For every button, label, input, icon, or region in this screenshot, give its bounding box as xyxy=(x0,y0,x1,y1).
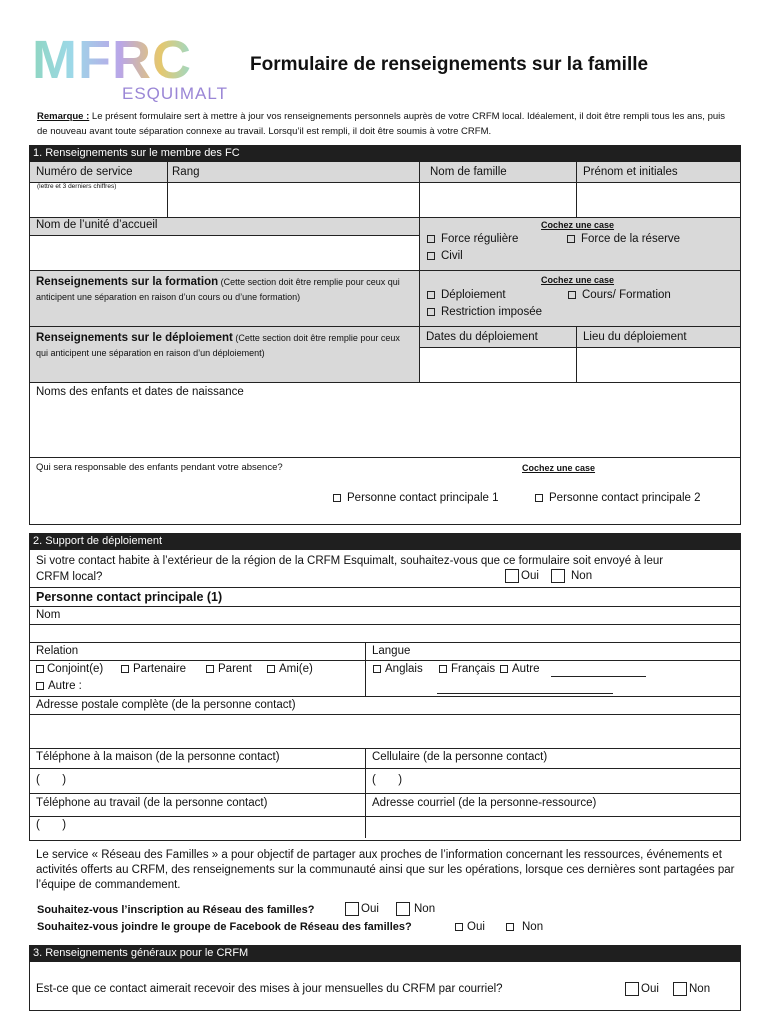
checkbox-icon[interactable] xyxy=(427,291,435,299)
deployment-option[interactable]: Déploiement xyxy=(427,289,506,301)
checkbox-icon[interactable] xyxy=(625,982,639,996)
remark-note xyxy=(37,109,737,139)
outside-no-option[interactable]: Non xyxy=(551,569,592,583)
checkbox-icon[interactable] xyxy=(505,569,519,583)
checkbox-icon[interactable] xyxy=(427,235,435,243)
force-reserve-option[interactable]: Force de la réserve xyxy=(567,233,680,245)
updates-yes-option[interactable]: Oui xyxy=(625,982,659,996)
other-option[interactable]: Autre : xyxy=(36,680,82,692)
language-label: Langue xyxy=(372,645,411,657)
logo-main-text: MFRC xyxy=(32,30,192,90)
name-label: Nom xyxy=(36,609,61,621)
deployment-dates-label: Dates du déploiement xyxy=(426,331,538,343)
home-phone-label: Téléphone à la maison (de la personne contact) xyxy=(36,751,280,763)
section3-header: 3. Renseignements généraux pour le CRFM xyxy=(29,945,741,962)
checkbox-icon[interactable] xyxy=(567,235,575,243)
contact2-option[interactable]: Personne contact principale 2 xyxy=(535,492,701,504)
training-label: Renseignements sur la formation (Cette section doit être remplie pour ceux qui anticipent une séparation en raison d’un cours ou d’une formation) xyxy=(36,276,400,302)
checkbox-icon[interactable] xyxy=(345,902,359,916)
outside-question-line2: CRFM local? xyxy=(36,571,103,583)
email-field[interactable] xyxy=(367,817,739,839)
first-name-label: Prénom et initiales xyxy=(583,166,678,178)
contact1-option[interactable]: Personne contact principale 1 xyxy=(333,492,499,504)
civil-option[interactable]: Civil xyxy=(427,250,463,262)
partner-option[interactable]: Partenaire xyxy=(121,663,186,675)
section2-header: 2. Support de déploiement xyxy=(29,533,741,550)
checkbox-icon[interactable] xyxy=(427,252,435,260)
deployment-place-field[interactable] xyxy=(578,349,738,381)
email-label: Adresse courriel (de la personne-ressource) xyxy=(372,797,597,809)
checkbox-icon[interactable] xyxy=(439,665,447,673)
checkbox-icon[interactable] xyxy=(551,569,565,583)
rank-field[interactable] xyxy=(169,184,417,215)
relation-label: Relation xyxy=(36,645,79,657)
lang-other-line2[interactable] xyxy=(437,693,613,694)
last-name-field[interactable] xyxy=(421,184,574,215)
checkbox-icon[interactable] xyxy=(36,665,44,673)
rank-label: Rang xyxy=(172,166,200,178)
courses-option[interactable]: Cours/ Formation xyxy=(568,289,671,301)
checkbox-icon[interactable] xyxy=(427,308,435,316)
checkbox-icon[interactable] xyxy=(267,665,275,673)
children-field[interactable] xyxy=(31,402,739,456)
checkbox-icon[interactable] xyxy=(396,902,410,916)
name-field[interactable] xyxy=(31,625,739,642)
home-phone-field[interactable]: ( ) xyxy=(36,774,67,786)
section2-form xyxy=(29,533,741,841)
checkbox-icon[interactable] xyxy=(206,665,214,673)
outside-yes-option[interactable]: Oui xyxy=(505,569,539,583)
responsible-question: Qui sera responsable des enfants pendant votre absence? xyxy=(36,462,283,473)
network-no-option[interactable]: Non xyxy=(396,902,435,916)
primary-contact-heading: Personne contact principale (1) xyxy=(36,590,223,604)
last-name-label: Nom de famille xyxy=(430,166,507,178)
remark-text: Le présent formulaire sert à mettre à jour vos renseignements personnels auprès de votre CRFM local. Idéalement, il doit être rempli tous les ans, puis de nouveau avant toute séparation connexe au travail. Lorsqu’il est rempli, il doit être soumis à votre CRFM. xyxy=(37,111,726,137)
spouse-option[interactable]: Conjoint(e) xyxy=(36,663,103,675)
unit-field[interactable] xyxy=(31,237,417,268)
work-phone-label: Téléphone au travail (de la personne contact) xyxy=(36,797,268,809)
address-label: Adresse postale complète (de la personne contact) xyxy=(36,699,296,711)
friend-option[interactable]: Ami(e) xyxy=(267,663,313,675)
lang-other-line[interactable] xyxy=(551,676,646,677)
facebook-question: Souhaitez-vous joindre le groupe de Facebook de Réseau des familles? xyxy=(37,921,412,933)
lang-other-option[interactable]: Autre xyxy=(500,663,540,675)
french-option[interactable]: Français xyxy=(439,663,495,675)
force-regular-option[interactable]: Force régulière xyxy=(427,233,518,245)
updates-no-option[interactable]: Non xyxy=(673,982,710,996)
checkbox-icon[interactable] xyxy=(535,494,543,502)
work-phone-field[interactable]: ( ) xyxy=(36,819,67,831)
check-one-label-3: Cochez une case xyxy=(522,463,596,473)
unit-label: Nom de l’unité d’accueil xyxy=(36,219,158,231)
mfrc-logo xyxy=(32,30,228,103)
checkbox-icon[interactable] xyxy=(373,665,381,673)
first-name-field[interactable] xyxy=(578,184,738,215)
checkbox-icon[interactable] xyxy=(455,923,463,931)
service-number-label: Numéro de service xyxy=(36,166,133,178)
facebook-yes-option[interactable]: Oui xyxy=(455,921,485,933)
english-option[interactable]: Anglais xyxy=(373,663,423,675)
deployment-info-label: Renseignements sur le déploiement (Cette section doit être remplie pour ceux qui anticipent une séparation en raison d’un déploiement) xyxy=(36,332,400,358)
check-one-label-2: Cochez une case xyxy=(541,275,615,285)
restriction-option[interactable]: Restriction imposée xyxy=(427,306,542,318)
section1-header: 1. Renseignements sur le membre des FC xyxy=(29,145,741,162)
cell-label: Cellulaire (de la personne contact) xyxy=(372,751,548,763)
logo-sub-text: ESQUIMALT xyxy=(122,84,228,103)
service-number-hint: (lettre et 3 derniers chiffres) xyxy=(37,183,117,190)
checkbox-icon[interactable] xyxy=(121,665,129,673)
updates-question: Est-ce que ce contact aimerait recevoir des mises à jour mensuelles du CRFM par courriel? xyxy=(36,983,503,995)
checkbox-icon[interactable] xyxy=(506,923,514,931)
checkbox-icon[interactable] xyxy=(36,682,44,690)
checkbox-icon[interactable] xyxy=(568,291,576,299)
outside-question-line1: Si votre contact habite à l’extérieur de la région de la CRFM Esquimalt, souhaitez-vous que ce formulaire soit envoyé à leur xyxy=(36,555,664,567)
cell-field[interactable]: ( ) xyxy=(372,774,403,786)
check-one-label: Cochez une case xyxy=(541,220,615,230)
service-number-field[interactable] xyxy=(31,191,165,215)
network-question: Souhaitez-vous l’inscription au Réseau des familles? xyxy=(37,904,315,916)
deployment-place-label: Lieu du déploiement xyxy=(583,331,687,343)
page-title: Formulaire de renseignements sur la famille xyxy=(250,54,649,75)
address-field[interactable] xyxy=(31,715,739,747)
deployment-dates-field[interactable] xyxy=(421,349,574,381)
children-label: Noms des enfants et dates de naissance xyxy=(36,386,244,398)
remark-label: Remarque : xyxy=(37,111,90,122)
network-description: Le service « Réseau des Familles » a pour objectif de partager aux proches de l’information concernant les ressources, événements et activités offerts au CRFM, des renseignements sur la communauté ainsi que sur les opérations, lorsque ces dernières sont partagées par l’équipe de commandement. xyxy=(36,849,735,891)
facebook-no-option[interactable]: Non xyxy=(506,921,543,933)
checkbox-icon[interactable] xyxy=(333,494,341,502)
network-yes-option[interactable]: Oui xyxy=(345,902,379,916)
parent-option[interactable]: Parent xyxy=(206,663,252,675)
checkbox-icon[interactable] xyxy=(500,665,508,673)
checkbox-icon[interactable] xyxy=(673,982,687,996)
